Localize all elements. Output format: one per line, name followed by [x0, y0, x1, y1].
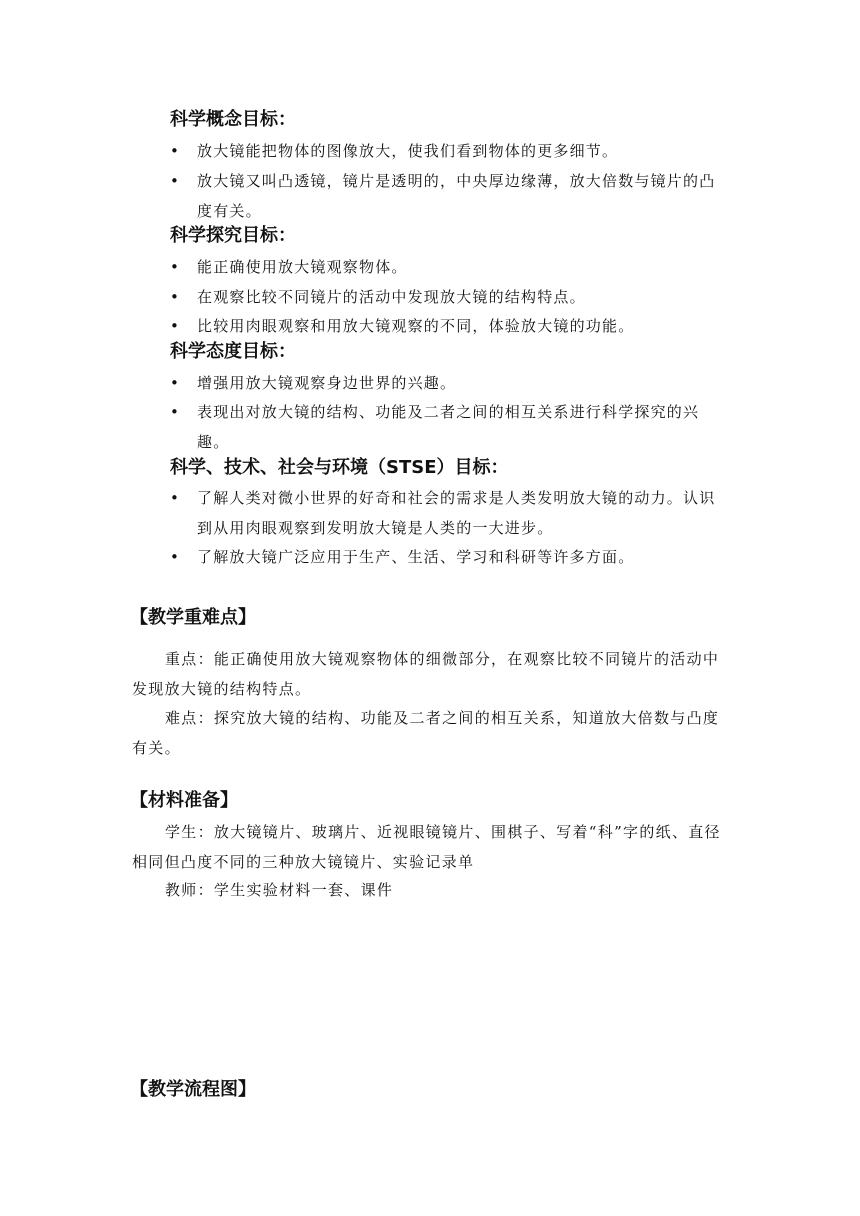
- paragraph-teacher-materials: 教师：学生实验材料一套、课件: [165, 881, 394, 899]
- bullet-icon: •: [170, 548, 179, 566]
- bullet-icon: •: [170, 374, 179, 392]
- goal-heading-attitude: 科学态度目标：: [170, 341, 296, 362]
- bullet-icon: •: [170, 172, 179, 190]
- goal-heading-concept: 科学概念目标：: [170, 109, 296, 130]
- section-title-materials: 【材料准备】: [130, 790, 238, 811]
- list-item: [170, 282, 730, 312]
- list-item: [170, 252, 730, 282]
- goal-heading-stse: 科学、技术、社会与环境（STSE）目标：: [170, 457, 509, 478]
- list-item-text: 表现出对放大镜的结构、功能及二者之间的相互关系进行科学探究的兴趣。: [197, 403, 700, 451]
- list-item-text: 放大镜又叫凸透镜，镜片是透明的，中央厚边缘薄，放大倍数与镜片的凸度有关。: [197, 172, 716, 220]
- bullet-icon: •: [170, 317, 179, 335]
- list-item-text: 增强用放大镜观察身边世界的兴趣。: [197, 374, 457, 392]
- paragraph-student-materials: 学生：放大镜镜片、玻璃片、近视眼镜镜片、围棋子、写着“科”字的纸、直径相同但凸度不同的三种放大镜镜片、实验记录单: [132, 823, 721, 871]
- list-item: [170, 136, 730, 166]
- list-item-text: 比较用肉眼观察和用放大镜观察的不同，体验放大镜的功能。: [197, 317, 635, 335]
- section-title-flow: 【教学流程图】: [130, 1079, 256, 1100]
- bullet-icon: •: [170, 403, 179, 421]
- list-item: [170, 483, 730, 543]
- list-item: [170, 166, 730, 226]
- bullet-icon: •: [170, 142, 179, 160]
- bullet-icon: •: [170, 288, 179, 306]
- paragraph-key-point: 重点：能正确使用放大镜观察物体的细微部分，在观察比较不同镜片的活动中发现放大镜的结构特点。: [132, 650, 720, 698]
- list-item-text: 放大镜能把物体的图像放大，使我们看到物体的更多细节。: [197, 142, 619, 160]
- list-item: [170, 311, 730, 341]
- bullet-icon: •: [170, 258, 179, 276]
- bullet-icon: •: [170, 489, 179, 507]
- list-item-text: 在观察比较不同镜片的活动中发现放大镜的结构特点。: [197, 288, 586, 306]
- section-title-key-points: 【教学重难点】: [130, 607, 256, 628]
- paragraph-difficult-point: 难点：探究放大镜的结构、功能及二者之间的相互关系，知道放大倍数与凸度有关。: [132, 709, 720, 757]
- list-item: [170, 368, 730, 398]
- list-item: [170, 542, 730, 572]
- list-item-text: 了解人类对微小世界的好奇和社会的需求是人类发明放大镜的动力。认识到从用肉眼观察到发明放大镜是人类的一大进步。: [197, 489, 716, 537]
- list-item-text: 能正确使用放大镜观察物体。: [197, 258, 408, 276]
- list-item-text: 了解放大镜广泛应用于生产、生活、学习和科研等许多方面。: [197, 548, 635, 566]
- list-item: [170, 397, 730, 457]
- goal-heading-inquiry: 科学探究目标：: [170, 225, 296, 246]
